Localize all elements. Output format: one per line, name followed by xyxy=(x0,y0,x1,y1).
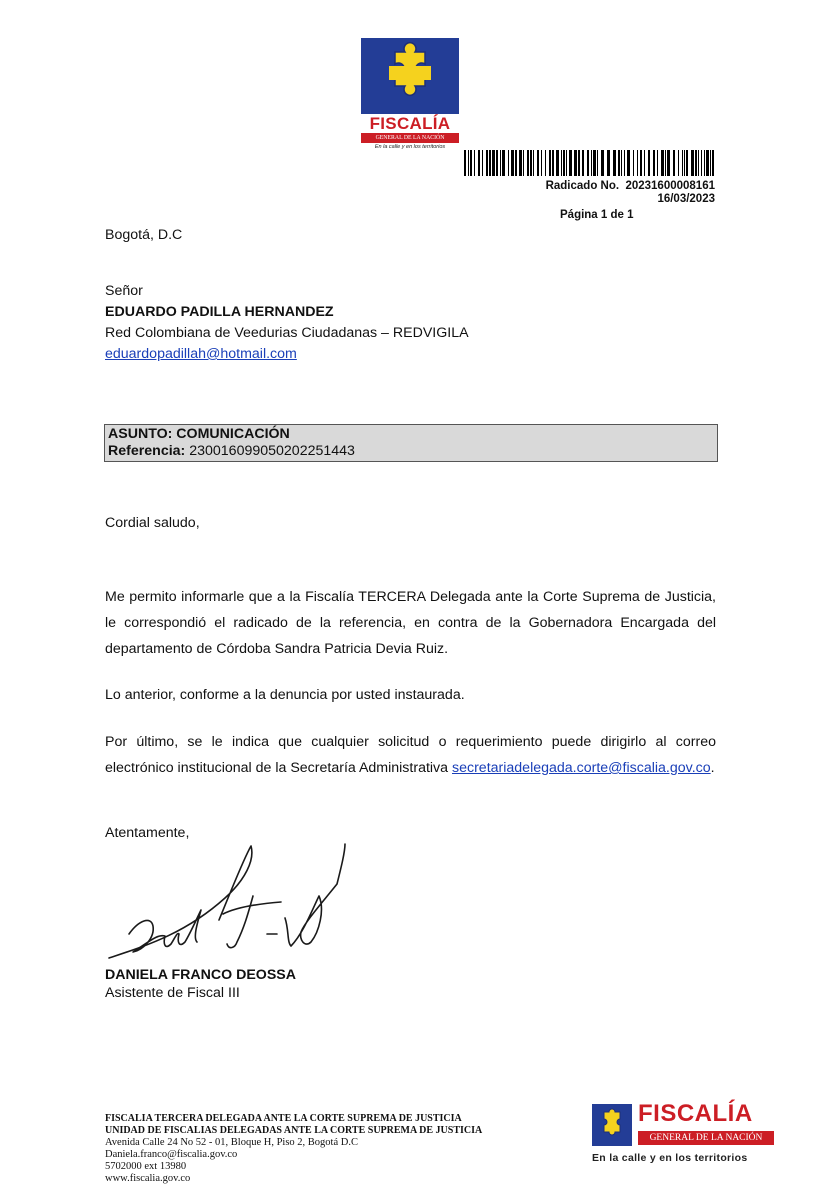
salutation-title: Señor xyxy=(105,283,143,299)
recipient-org: Red Colombiana de Veedurias Ciudadanas – REDVIGILA xyxy=(105,325,469,341)
logo-tagline: En la calle y en los territorios xyxy=(374,144,446,150)
puzzle-emblem-small-icon xyxy=(592,1104,632,1146)
subject-box xyxy=(104,424,718,462)
footer-address xyxy=(105,1113,482,1185)
closing: Atentamente, xyxy=(105,825,190,841)
footer-line-5: 5702000 ext 13980 xyxy=(105,1161,187,1172)
paragraph-3-end: . xyxy=(710,760,715,776)
footer-line-3: Avenida Calle 24 No 52 - 01, Bloque H, Piso 2, Bogotá D.C xyxy=(105,1137,358,1148)
signer-name: DANIELA FRANCO DEOSSA xyxy=(105,967,297,983)
footer-logo-wordmark: FISCALÍA xyxy=(638,1100,753,1127)
handwritten-signature xyxy=(105,838,350,963)
subject-line: ASUNTO: COMUNICACIÓN xyxy=(108,426,290,442)
recipient-name: EDUARDO PADILLA HERNANDEZ xyxy=(105,304,334,320)
radicado-number: 20231600008161 xyxy=(625,180,715,192)
city-line: Bogotá, D.C xyxy=(105,227,183,243)
radicado-date: 16/03/2023 xyxy=(657,193,715,205)
signer-title: Asistente de Fiscal III xyxy=(105,985,240,1001)
footer-line-6: www.fiscalia.gov.co xyxy=(105,1173,191,1184)
greeting: Cordial saludo, xyxy=(105,515,200,531)
reference-label: Referencia: xyxy=(108,443,186,459)
fiscalia-logo-top xyxy=(361,38,459,150)
body-paragraph-1: Me permito informarle que a la Fiscalía TERCERA Delegada ante la Corte Suprema de Justicia, le correspondió el radicado de la referencia, en contra de la Gobernadora Encargada del departamento de Córdoba Sandra Patricia Devia Ruiz. xyxy=(105,589,716,657)
paragraph-3-text: Por último, se le indica que cualquier solicitud o requerimiento puede dirigirlo al correo electrónico institucional de la Secretaría Administrativa xyxy=(105,734,716,776)
footer-logo-subtitle: GENERAL DE LA NACIÓN xyxy=(638,1131,774,1145)
body-paragraph-3 xyxy=(105,729,716,781)
footer-logo-tagline: En la calle y en los territorios xyxy=(592,1152,748,1164)
radicado-block xyxy=(546,180,715,206)
reference-value: 230016099050202251443 xyxy=(189,443,355,459)
footer-line-1: FISCALIA TERCERA DELEGADA ANTE LA CORTE SUPREMA DE JUSTICIA xyxy=(105,1113,462,1124)
fiscalia-logo-bottom xyxy=(590,1100,790,1170)
logo-wordmark: FISCALÍA xyxy=(369,114,451,133)
recipient-email-link[interactable]: eduardopadillah@hotmail.com xyxy=(105,346,297,362)
radicado-label: Radicado No. xyxy=(545,180,620,192)
puzzle-emblem-icon xyxy=(361,38,459,114)
page-number: Página 1 de 1 xyxy=(560,209,634,221)
logo-subtitle: GENERAL DE LA NACIÓN xyxy=(361,133,459,143)
footer-line-2: UNIDAD DE FISCALIAS DELEGADAS ANTE LA CORTE SUPREMA DE JUSTICIA xyxy=(105,1125,483,1136)
secretaria-email-link[interactable]: secretariadelegada.corte@fiscalia.gov.co xyxy=(452,760,711,776)
barcode-icon xyxy=(464,150,716,176)
body-paragraph-2: Lo anterior, conforme a la denuncia por usted instaurada. xyxy=(105,687,465,703)
footer-line-4: Daniela.franco@fiscalia.gov.co xyxy=(105,1149,238,1160)
